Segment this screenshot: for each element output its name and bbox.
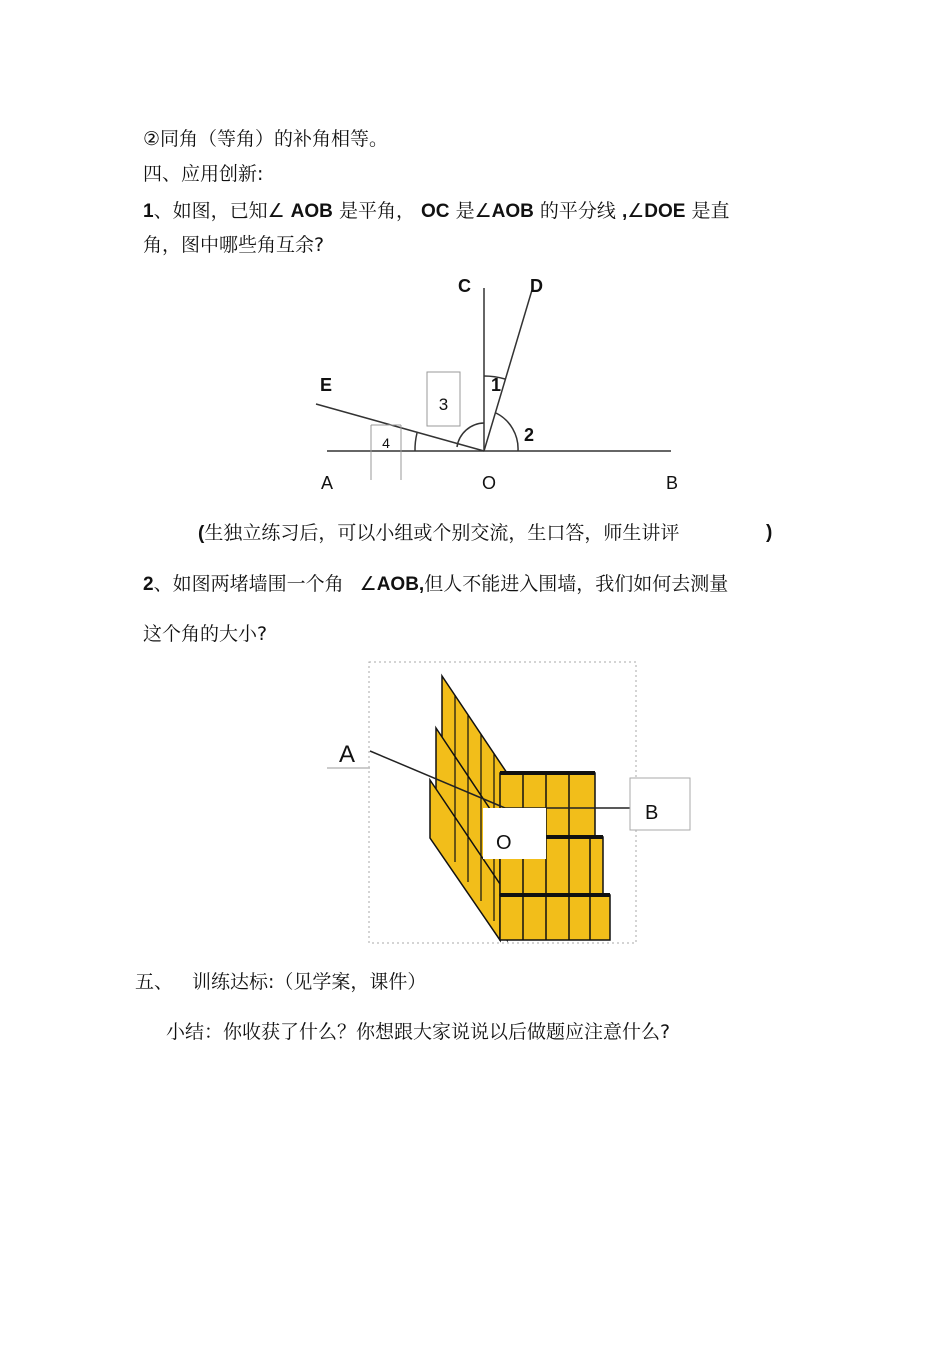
note-open: ( <box>198 523 205 544</box>
q2-angle: ∠ <box>359 573 377 595</box>
wall-label-a: A <box>339 741 356 768</box>
q2-aob: AOB, <box>376 574 425 595</box>
wall-label-o: O <box>496 832 512 854</box>
label-e: E <box>320 375 333 395</box>
label-o: O <box>482 473 497 493</box>
note-close: ) <box>766 522 773 543</box>
q1-text-a: 、如图，已知∠ <box>153 200 285 222</box>
q1-aob-2: AOB <box>491 201 534 222</box>
q1-angle: ∠ <box>627 200 645 222</box>
q1-number: 1 <box>143 201 154 222</box>
q2-text-a: 、如图两堵墙围一个角 <box>153 573 344 595</box>
q1-text-g: 的平分线 <box>539 200 616 222</box>
b-label-box <box>630 778 690 830</box>
summary-line: 小结：你收获了什么？你想跟大家说说以后做题应注意什么? <box>166 1021 671 1043</box>
q1-aob: AOB <box>290 201 333 222</box>
q1-oc: OC <box>421 201 450 222</box>
q2-text-d: 但人不能进入围墙，我们如何去测量 <box>424 573 729 595</box>
note-text: 生独立练习后，可以小组或个别交流，生口答，师生讲评 <box>204 522 680 544</box>
question-2-line-2: 这个角的大小? <box>143 623 268 645</box>
label-angle-3: 3 <box>438 395 449 414</box>
label-angle-4: 4 <box>382 435 390 451</box>
label-c: C <box>458 276 471 296</box>
q1-text-c: 是平角， <box>338 200 415 222</box>
label-d: D <box>530 276 543 296</box>
question-1-line-2: 角，图中哪些角互余? <box>143 234 325 256</box>
label-a: A <box>321 473 334 493</box>
text-line-supplement: ②同角（等角）的补角相等。 <box>143 128 389 150</box>
q1-doe: DOE <box>644 201 686 222</box>
q1-comma: , <box>621 201 628 222</box>
section-heading-4: 四、应用创新: <box>143 163 264 185</box>
label-angle-1: 1 <box>491 375 502 395</box>
q1-text-k: 是直 <box>691 200 730 222</box>
q1-text-e: 是∠ <box>455 200 492 222</box>
q2-number: 2 <box>143 574 154 595</box>
label-angle-2: 2 <box>524 425 535 445</box>
wall-label-b: B <box>645 802 659 824</box>
label-b: B <box>666 473 679 493</box>
section-5-text: 训练达标:（见学案，课件） <box>192 971 427 993</box>
section-5-number: 五、 <box>135 971 174 993</box>
o-label-box <box>483 808 546 859</box>
